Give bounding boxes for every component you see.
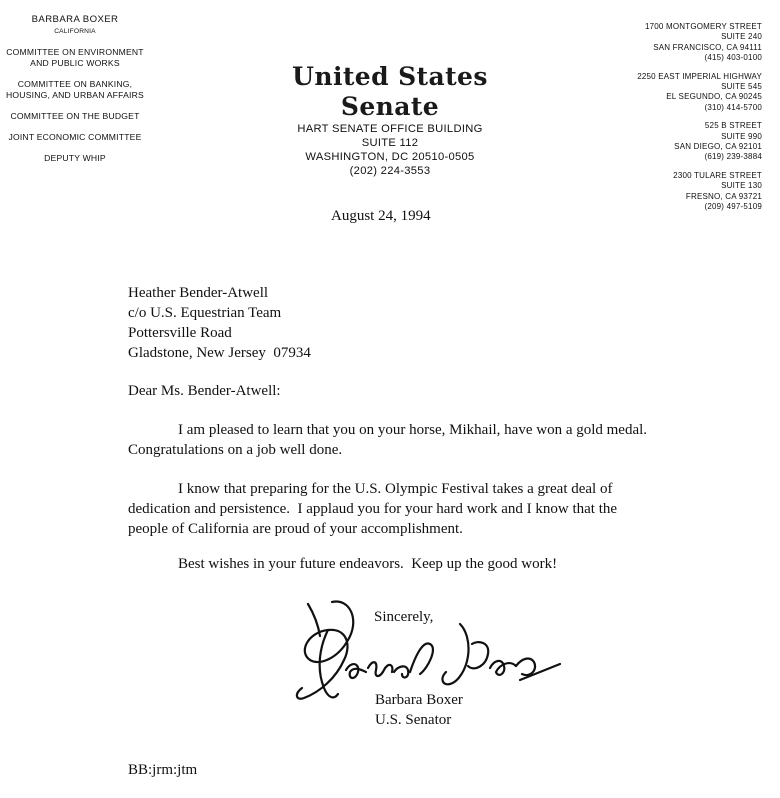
office-city: WASHINGTON, DC 20510-0505 [305,151,475,163]
letterhead-right [602,22,762,221]
recipient-address [128,283,311,363]
office-phone: (202) 224-3553 [349,165,431,177]
senator-name: BARBARA BOXER [31,14,119,25]
senate-title: United States Senate [292,62,488,121]
letterhead-center [250,62,530,178]
address-line: Heather Bender-Atwell [128,285,269,301]
district-office: 1700 MONTGOMERY STREET SUITE 240 SAN FRANCISCO, CA 94111 (415) 403-0100 [644,22,762,63]
district-office: 2300 TULARE STREET SUITE 130 FRESNO, CA 93721 (209) 497-5109 [673,170,762,212]
body-paragraph: I know that preparing for the U.S. Olympic Festival takes a great deal of dedication and persistence. I applaud you for your hard work and I know that the people of California are proud of your accomplishment. [128,481,621,537]
signer-block [375,690,463,730]
address-line: Pottersville Road [128,325,232,341]
body-paragraph: I am pleased to learn that you on your horse, Mikhail, have won a gold medal. Congratulations on a job well done. [128,422,655,458]
address-line: Gladstone, New Jersey 07934 [128,345,311,361]
committee-item: COMMITTEE ON THE BUDGET [10,111,140,121]
committee-item: COMMITTEE ON BANKING, HOUSING, AND URBAN AFFAIRS [6,79,144,100]
address-line: c/o U.S. Equestrian Team [128,305,282,321]
signer-title: U.S. Senator [375,712,452,728]
closing: Sincerely, [374,609,434,625]
senator-state: CALIFORNIA [54,28,96,35]
committee-item: JOINT ECONOMIC COMMITTEE [8,132,142,142]
salutation: Dear Ms. Bender-Atwell: [128,383,281,399]
letter-date: August 24, 1994 [331,208,431,224]
reference-initials: BB:jrm:jtm [128,762,198,778]
district-office: 2250 EAST IMPERIAL HIGHWAY SUITE 545 EL SEGUNDO, CA 90245 (310) 414-5700 [637,71,762,112]
district-office: 525 B STREET SUITE 990 SAN DIEGO, CA 92101 (619) 239-3884 [674,121,762,162]
committee-item: DEPUTY WHIP [44,153,106,163]
office-building: HART SENATE OFFICE BUILDING [297,123,483,135]
office-suite: SUITE 112 [361,137,419,149]
signer-name: Barbara Boxer [375,692,463,708]
committee-item: COMMITTEE ON ENVIRONMENT AND PUBLIC WORKS [6,47,144,68]
body-paragraph: Best wishes in your future endeavors. Keep up the good work! [178,556,558,572]
letterhead-left [0,14,150,164]
